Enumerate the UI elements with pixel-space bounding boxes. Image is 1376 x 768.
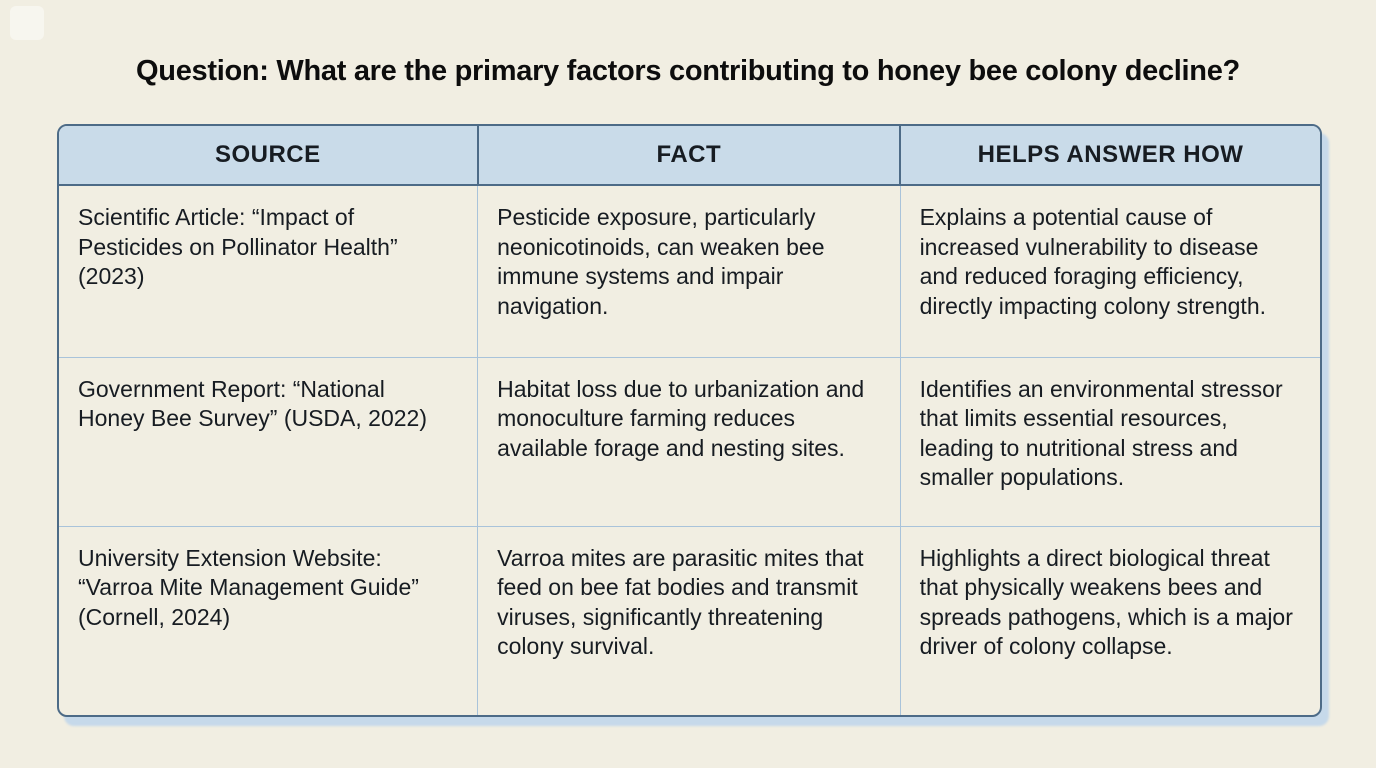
fact-cell: Habitat loss due to urbanization and monoculture farming reduces available forage and nesting sites. — [478, 357, 900, 526]
helps-answer-how-cell: Highlights a direct biological threat that physically weakens bees and spreads pathogens, which is a major driver of colony collapse. — [900, 526, 1320, 715]
column-header-fact: FACT — [478, 126, 900, 185]
helps-answer-how-cell: Explains a potential cause of increased vulnerability to disease and reduced foraging efficiency, directly impacting colony strength. — [900, 185, 1320, 357]
table-row — [59, 526, 1320, 715]
table-row — [59, 185, 1320, 357]
source-fact-table — [59, 126, 1320, 715]
helps-answer-how-cell: Identifies an environmental stressor that limits essential resources, leading to nutritional stress and smaller populations. — [900, 357, 1320, 526]
source-cell: Scientific Article: “Impact of Pesticides on Pollinator Health” (2023) — [78, 204, 398, 289]
evidence-table — [57, 124, 1322, 717]
corner-accent — [10, 6, 44, 40]
fact-cell: Varroa mites are parasitic mites that feed on bee fat bodies and transmit viruses, significantly threatening colony survival. — [478, 526, 900, 715]
column-header-source: SOURCE — [59, 126, 478, 185]
question-title: Question: What are the primary factors contributing to honey bee colony decline? — [136, 55, 1240, 87]
source-cell: Government Report: “National Honey Bee Survey” (USDA, 2022) — [59, 357, 478, 526]
column-header-helps-answer-how: HELPS ANSWER HOW — [900, 126, 1320, 185]
fact-cell: Pesticide exposure, particularly neonicotinoids, can weaken bee immune systems and impair navigation. — [478, 185, 900, 357]
table-row — [59, 357, 1320, 526]
table-header-row — [59, 126, 1320, 185]
source-cell: University Extension Website: “Varroa Mite Management Guide” (Cornell, 2024) — [59, 526, 478, 715]
